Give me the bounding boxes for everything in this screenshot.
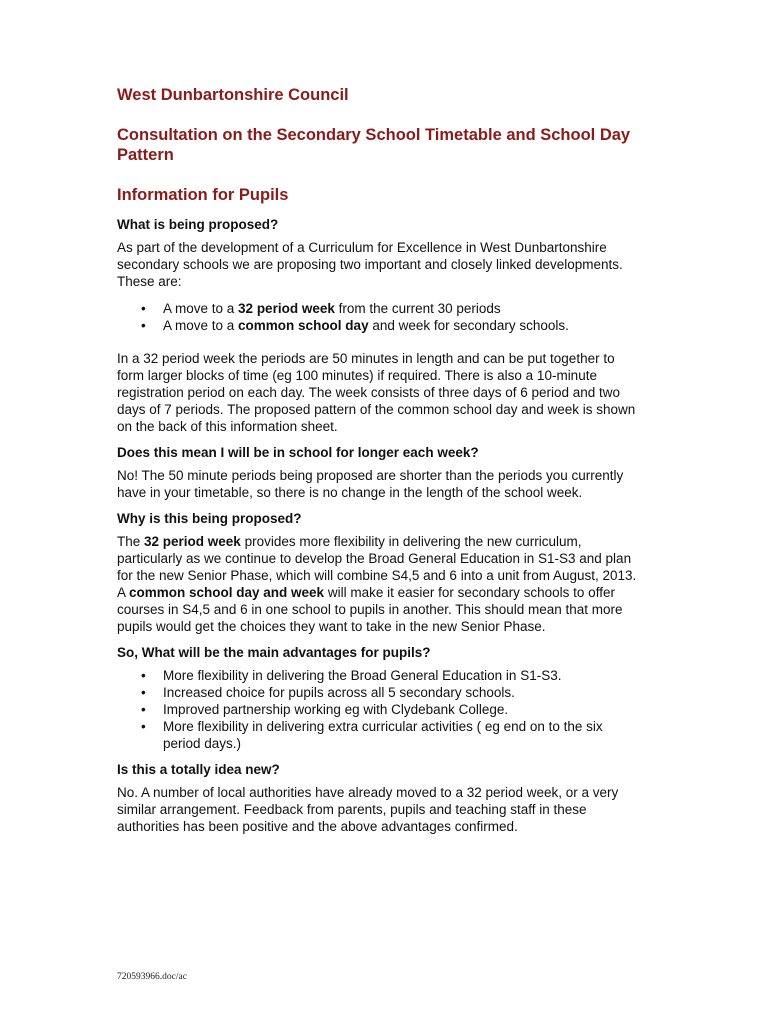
answer-longer: No! The 50 minute periods being proposed are shorter than the periods you currently have in your timetable, so there is no change in the length of the school week. bbox=[117, 468, 624, 500]
bullet-icon: • bbox=[141, 301, 146, 316]
question-new-idea: Is this a totally idea new? bbox=[117, 762, 280, 777]
list-item-text: More flexibility in delivering extra curricular activities ( eg end on to the six period days.) bbox=[163, 719, 603, 751]
list-item-text: and week for secondary schools. bbox=[368, 318, 569, 333]
list-item bbox=[117, 317, 637, 334]
proposed-list bbox=[117, 300, 637, 334]
advantages-list bbox=[117, 667, 637, 752]
document-page bbox=[117, 86, 637, 845]
question-advantages: So, What will be the main advantages for pupils? bbox=[117, 645, 431, 660]
bullet-icon: • bbox=[141, 668, 146, 683]
answer-bold: common school day and week bbox=[129, 585, 325, 600]
bullet-icon: • bbox=[141, 719, 146, 734]
bullet-icon: • bbox=[141, 702, 146, 717]
list-item bbox=[117, 701, 637, 718]
answer-text: will make it easier for secondary schools to offer courses in S4,5 and 6 in one school to pupils in another. This should mean that more pupils would get the choices they want to take in the new Senior Phase. bbox=[117, 585, 623, 634]
list-item bbox=[117, 684, 637, 701]
document-subtitle: Information for Pupils bbox=[117, 186, 289, 204]
question-why: Why is this being proposed? bbox=[117, 511, 302, 526]
footer-reference: 720593966.doc/ac bbox=[117, 972, 187, 982]
list-item bbox=[117, 300, 637, 317]
list-item-bold: 32 period week bbox=[238, 301, 335, 316]
answer-new-idea: No. A number of local authorities have already moved to a 32 period week, or a very similar arrangement. Feedback from parents, pupils and teaching staff in these authorities has been positive and the above advantages confirmed. bbox=[117, 785, 619, 834]
bullet-icon: • bbox=[141, 318, 146, 333]
answer-text: provides more flexibility in delivering the new curriculum, particularly as we continue to develop the Broad General Education in S1-S3 and plan for the new Senior Phase, which will combine S4,5 and 6 into a unit from August, 2013. A bbox=[117, 534, 637, 600]
list-item-text: Improved partnership working eg with Clydebank College. bbox=[163, 702, 509, 717]
list-item-text: Increased choice for pupils across all 5 secondary schools. bbox=[163, 685, 515, 700]
proposed-detail: In a 32 period week the periods are 50 minutes in length and can be put together to form larger blocks of time (eg 100 minutes) if required. There is also a 10-minute registration period on each day. The week consists of three days of 6 period and two days of 7 periods. The proposed pattern of the common school day and week is shown on the back of this information sheet. bbox=[117, 351, 636, 434]
list-item-text: More flexibility in delivering the Broad General Education in S1-S3. bbox=[163, 668, 562, 683]
bullet-icon: • bbox=[141, 685, 146, 700]
answer-bold: 32 period week bbox=[144, 534, 241, 549]
list-item bbox=[117, 667, 637, 684]
question-longer: Does this mean I will be in school for longer each week? bbox=[117, 445, 479, 460]
document-title: Consultation on the Secondary School Timetable and School Day Pattern bbox=[117, 126, 631, 164]
answer-why bbox=[117, 533, 637, 635]
council-heading: West Dunbartonshire Council bbox=[117, 86, 349, 104]
list-item-text: A move to a bbox=[163, 318, 239, 333]
answer-text: The bbox=[117, 534, 145, 549]
list-item bbox=[117, 718, 637, 752]
list-item-text: A move to a bbox=[163, 301, 239, 316]
list-item-bold: common school day bbox=[238, 318, 369, 333]
proposed-intro: As part of the development of a Curriculum for Excellence in West Dunbartonshire secondary schools we are proposing two important and closely linked developments. These are: bbox=[117, 240, 623, 289]
list-item-text: from the current 30 periods bbox=[334, 301, 501, 316]
question-proposed: What is being proposed? bbox=[117, 217, 279, 232]
